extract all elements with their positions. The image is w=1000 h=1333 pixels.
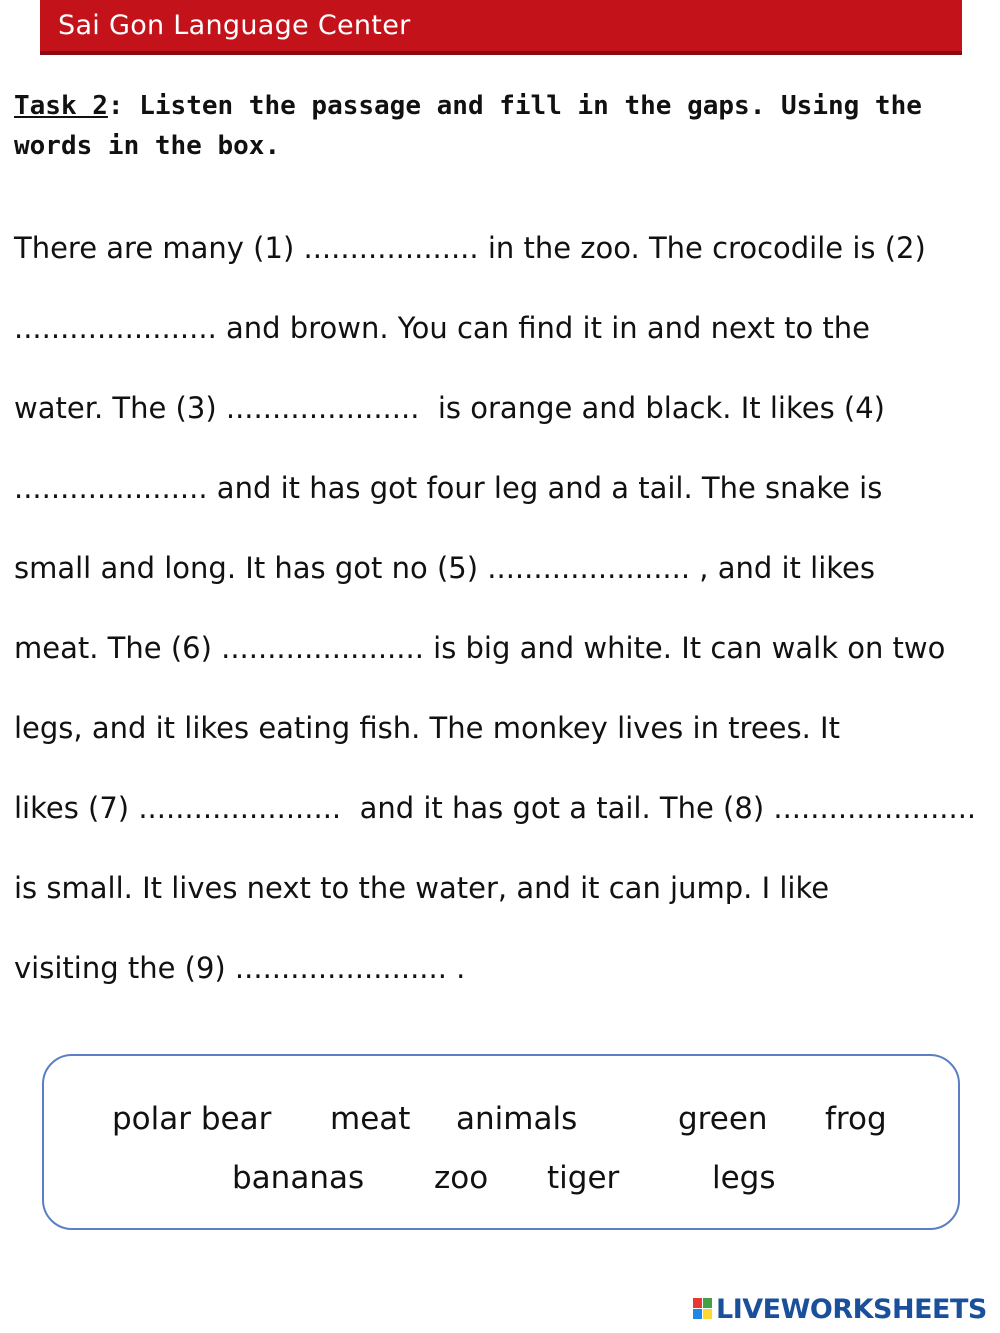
word-bananas: bananas xyxy=(232,1160,365,1196)
center-name: Sai Gon Language Center xyxy=(58,10,411,41)
word-frog: frog xyxy=(825,1101,887,1137)
word-box xyxy=(42,1054,960,1230)
passage-line-7: legs, and it likes eating fish. The monkey lives in trees. It xyxy=(14,711,840,745)
passage-line-9: is small. It lives next to the water, and it can jump. I like xyxy=(14,871,830,905)
passage-line-8: likes (7) ...................... and it has got a tail. The (8) ...................... xyxy=(14,791,977,825)
word-animals: animals xyxy=(456,1101,578,1137)
word-meat: meat xyxy=(330,1101,411,1137)
passage-line-5: small and long. It has got no (5) ...................... , and it likes xyxy=(14,551,875,585)
word-tiger: tiger xyxy=(547,1160,620,1196)
task-instruction xyxy=(14,86,974,166)
passage-line-10: visiting the (9) ....................... . xyxy=(14,951,466,985)
liveworksheets-logo xyxy=(693,1289,987,1329)
passage-line-3: water. The (3) ..................... is orange and black. It likes (4) xyxy=(14,391,885,425)
word-zoo: zoo xyxy=(434,1160,489,1196)
task-label: Task 2 xyxy=(14,91,108,121)
logo-text: LIVEWORKSHEETS xyxy=(716,1293,987,1325)
logo-blocks-icon xyxy=(693,1298,713,1320)
header-bar xyxy=(40,0,962,55)
passage-line-1: There are many (1) ................... in the zoo. The crocodile is (2) xyxy=(14,231,926,265)
passage xyxy=(14,220,994,1020)
task-text: : Listen the passage and fill in the gaps. Using the words in the box. xyxy=(14,91,922,161)
passage-line-6: meat. The (6) ...................... is big and white. It can walk on two xyxy=(14,631,946,665)
passage-line-4: ..................... and it has got four leg and a tail. The snake is xyxy=(14,471,883,505)
word-polar-bear: polar bear xyxy=(112,1101,272,1137)
passage-line-2: ...................... and brown. You can find it in and next to the xyxy=(14,311,871,345)
word-green: green xyxy=(678,1101,768,1137)
word-legs: legs xyxy=(712,1160,776,1196)
